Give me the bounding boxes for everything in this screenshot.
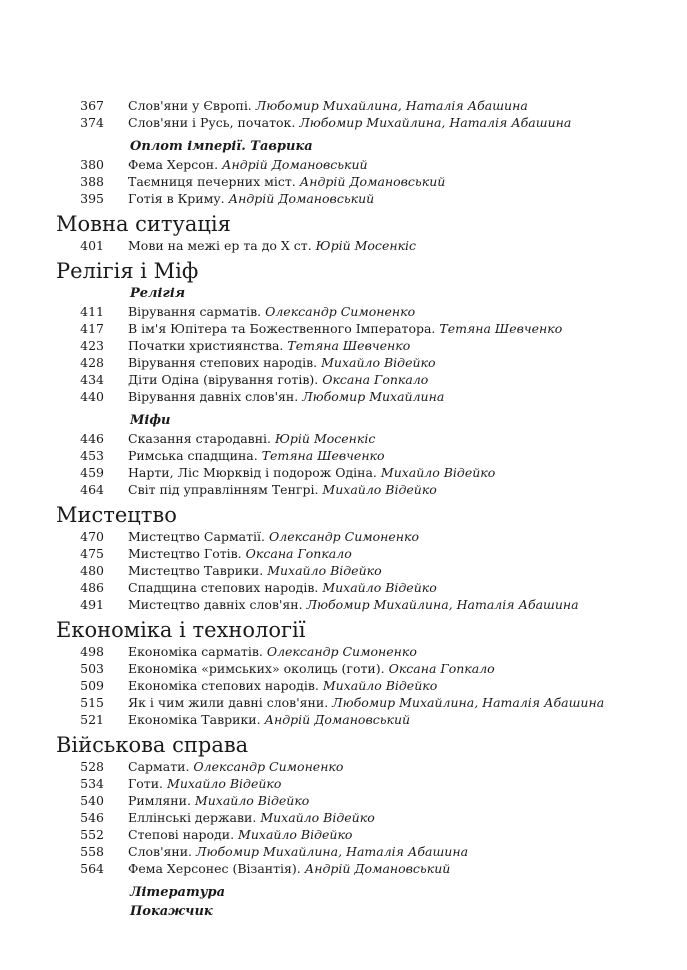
- entry-title-text: Сказання стародавні.: [128, 431, 272, 446]
- entry-title-text: Діти Одіна (вірування готів).: [128, 372, 319, 387]
- toc-entry[interactable]: [56, 562, 656, 579]
- entry-author: Михайло Відейко: [321, 355, 436, 370]
- page-number: 417: [80, 321, 104, 336]
- page-number: 453: [80, 448, 104, 463]
- page-number: 564: [80, 861, 104, 876]
- entry-title-text: Готія в Криму.: [128, 191, 225, 206]
- entry-title-text: Спадщина степових народів.: [128, 580, 319, 595]
- toc-entry[interactable]: [56, 371, 656, 388]
- toc-entry[interactable]: [56, 528, 656, 545]
- page-number: 475: [80, 546, 104, 561]
- toc-entry[interactable]: [56, 464, 656, 481]
- entry-title-text: Готи.: [128, 776, 164, 791]
- page-number: 509: [80, 678, 104, 693]
- toc-entry[interactable]: [56, 481, 656, 498]
- entry-author: Олександр Симоненко: [266, 644, 417, 659]
- entry-title-text: Економіка «римських» околиць (готи).: [128, 661, 385, 676]
- page-number: 401: [80, 238, 104, 253]
- subsection-heading[interactable]: Література: [130, 885, 226, 900]
- entry-title-text: Нарти, Ліс Мюрквід і подорож Одіна.: [128, 465, 377, 480]
- entry-author: Михайло Відейко: [167, 776, 282, 791]
- section-heading[interactable]: Мистецтво: [56, 503, 177, 527]
- entry-title: [128, 677, 437, 694]
- entry-title: [128, 447, 385, 464]
- entry-author: Оксана Гопкало: [322, 372, 429, 387]
- entry-title: [128, 860, 450, 877]
- page-number: 434: [80, 372, 104, 387]
- subsection-heading[interactable]: Релігія: [130, 286, 186, 301]
- entry-author: Любомир Михайлина, Наталія Абашина: [299, 115, 572, 130]
- toc-entry[interactable]: [56, 758, 656, 775]
- entry-title-text: Сармати.: [128, 759, 190, 774]
- toc-entry[interactable]: [56, 114, 656, 131]
- page-number: 515: [80, 695, 104, 710]
- section-heading[interactable]: Економіка і технології: [56, 618, 306, 642]
- entry-title-text: В ім'я Юпітера та Божественного Імператора.: [128, 321, 436, 336]
- entry-author: Михайло Відейко: [322, 678, 438, 693]
- toc-entry[interactable]: [56, 660, 656, 677]
- entry-title-text: Слов'яни у Європі.: [128, 98, 252, 113]
- page-number: 486: [80, 580, 104, 595]
- entry-author: Андрій Домановський: [228, 191, 375, 206]
- entry-author: Олександр Симоненко: [265, 304, 416, 319]
- entry-title-text: Вірування степових народів.: [128, 355, 318, 370]
- entry-author: Юрій Мосенкіс: [315, 238, 417, 253]
- entry-author: Любомир Михайлина, Наталія Абашина: [255, 98, 528, 113]
- page-number: 395: [80, 191, 104, 206]
- entry-author: Любомир Михайлина, Наталія Абашина: [332, 695, 605, 710]
- entry-title: [128, 643, 417, 660]
- entry-title: [128, 579, 437, 596]
- page-number: 521: [80, 712, 104, 727]
- section-heading[interactable]: Релігія і Міф: [56, 259, 199, 283]
- entry-author: Любомир Михайлина: [302, 389, 445, 404]
- entry-title: [128, 303, 415, 320]
- toc-entry[interactable]: [56, 775, 656, 792]
- page-number: 367: [80, 98, 104, 113]
- entry-author: Андрій Домановський: [299, 174, 446, 189]
- entry-title-text: Вірування сарматів.: [128, 304, 262, 319]
- entry-title: [128, 758, 343, 775]
- entry-author: Тетяна Шевченко: [439, 321, 563, 336]
- entry-title-text: Як і чим жили давні слов'яни.: [128, 695, 329, 710]
- entry-author: Михайло Відейко: [260, 810, 375, 825]
- entry-title-text: Мистецтво давніх слов'ян.: [128, 597, 303, 612]
- entry-title: [128, 809, 375, 826]
- page-number: 380: [80, 157, 104, 172]
- entry-title-text: Римська спадщина.: [128, 448, 258, 463]
- entry-author: Юрій Мосенкіс: [275, 431, 376, 446]
- entry-title-text: Мови на межі ер та до Х ст.: [128, 238, 312, 253]
- entry-author: Михайло Відейко: [322, 482, 437, 497]
- entry-title-text: Економіка степових народів.: [128, 678, 319, 693]
- entry-title-text: Слов'яни і Русь, початок.: [128, 115, 296, 130]
- entry-title: [128, 481, 437, 498]
- entry-title-text: Початки християнства.: [128, 338, 284, 353]
- entry-title: [128, 430, 375, 447]
- entry-title: [128, 97, 528, 114]
- entry-author: Михайло Відейко: [238, 827, 353, 842]
- page-number: 498: [80, 644, 104, 659]
- entry-title-text: Фема Херсон.: [128, 157, 219, 172]
- toc-entry[interactable]: [56, 337, 656, 354]
- entry-author: Михайло Відейко: [322, 580, 437, 595]
- entry-title: [128, 660, 495, 677]
- toc-entry[interactable]: [56, 579, 656, 596]
- page-number: 503: [80, 661, 104, 676]
- page-number: 528: [80, 759, 104, 774]
- toc-entry[interactable]: [56, 809, 656, 826]
- section-heading[interactable]: Військова справа: [56, 733, 249, 757]
- toc-entry[interactable]: [56, 430, 656, 447]
- entry-title: [128, 173, 445, 190]
- entry-title: [128, 464, 495, 481]
- entry-title: [128, 711, 410, 728]
- entry-title: [128, 775, 281, 792]
- entry-author: Любомир Михайлина, Наталія Абашина: [196, 844, 469, 859]
- entry-author: Михайло Відейко: [267, 563, 382, 578]
- entry-author: Тетяна Шевченко: [261, 448, 385, 463]
- entry-title: [128, 114, 571, 131]
- entry-author: Михайло Відейко: [380, 465, 496, 480]
- entry-author: Олександр Симоненко: [193, 759, 344, 774]
- table-of-contents: [56, 97, 656, 921]
- toc-entry[interactable]: [56, 643, 656, 660]
- toc-entry[interactable]: [56, 97, 656, 114]
- page-number: 446: [80, 431, 104, 446]
- page-number: 480: [80, 563, 104, 578]
- toc-entry[interactable]: [56, 792, 656, 809]
- entry-author: Любомир Михайлина, Наталія Абашина: [306, 597, 579, 612]
- entry-author: Андрій Домановський: [222, 157, 368, 172]
- toc-entry[interactable]: [56, 237, 656, 254]
- page-number: 388: [80, 174, 104, 189]
- toc-entry[interactable]: [56, 843, 656, 860]
- entry-title: [128, 792, 309, 809]
- entry-title-text: Мистецтво Таврики.: [128, 563, 264, 578]
- entry-title-text: Степові народи.: [128, 827, 235, 842]
- entry-title-text: Економіка сарматів.: [128, 644, 263, 659]
- page-number: 428: [80, 355, 104, 370]
- toc-entry[interactable]: [56, 388, 656, 405]
- entry-title: [128, 596, 579, 613]
- page-number: 459: [80, 465, 104, 480]
- page-number: 423: [80, 338, 104, 353]
- toc-entry[interactable]: [56, 596, 656, 613]
- entry-title-text: Еллінські держави.: [128, 810, 257, 825]
- page-number: 470: [80, 529, 104, 544]
- entry-title: [128, 320, 562, 337]
- entry-author: Оксана Гопкало: [388, 661, 495, 676]
- page-number: 540: [80, 793, 104, 808]
- entry-title: [128, 545, 352, 562]
- entry-title-text: Мистецтво Сарматії.: [128, 529, 266, 544]
- entry-title: [128, 528, 419, 545]
- subsection-heading[interactable]: Покажчик: [130, 904, 213, 919]
- entry-title: [128, 156, 368, 173]
- page-number: 491: [80, 597, 104, 612]
- toc-entry[interactable]: [56, 354, 656, 371]
- entry-title: [128, 388, 444, 405]
- toc-entry[interactable]: [56, 320, 656, 337]
- toc-entry[interactable]: [56, 447, 656, 464]
- entry-title: [128, 190, 374, 207]
- entry-author: Андрій Домановський: [304, 861, 451, 876]
- entry-title-text: Таємниця печерних міст.: [128, 174, 296, 189]
- entry-author: Михайло Відейко: [194, 793, 310, 808]
- toc-entry[interactable]: [56, 156, 656, 173]
- entry-title: [128, 354, 436, 371]
- page-number: 534: [80, 776, 104, 791]
- page-number: 440: [80, 389, 104, 404]
- entry-author: Тетяна Шевченко: [287, 338, 411, 353]
- subsection-heading[interactable]: Оплот імперії. Таврика: [130, 139, 313, 154]
- entry-title: [128, 826, 352, 843]
- toc-entry[interactable]: [56, 711, 656, 728]
- entry-author: Олександр Симоненко: [269, 529, 420, 544]
- toc-entry[interactable]: [56, 190, 656, 207]
- entry-title: [128, 237, 416, 254]
- entry-title-text: Римляни.: [128, 793, 191, 808]
- entry-title-text: Вірування давніх слов'ян.: [128, 389, 299, 404]
- entry-title-text: Фема Херсонес (Візантія).: [128, 861, 301, 876]
- entry-title-text: Світ під управлінням Тенгрі.: [128, 482, 319, 497]
- page-number: 552: [80, 827, 104, 842]
- entry-title: [128, 371, 428, 388]
- section-heading[interactable]: Мовна ситуація: [56, 212, 231, 236]
- entry-title: [128, 843, 468, 860]
- toc-entry[interactable]: [56, 694, 656, 711]
- page-number: 464: [80, 482, 104, 497]
- entry-title: [128, 562, 382, 579]
- toc-entry[interactable]: [56, 677, 656, 694]
- entry-title: [128, 694, 604, 711]
- toc-entry[interactable]: [56, 173, 656, 190]
- entry-title-text: Мистецтво Готів.: [128, 546, 242, 561]
- subsection-heading[interactable]: Міфи: [130, 413, 171, 428]
- page-number: 374: [80, 115, 104, 130]
- page-number: 411: [80, 304, 104, 319]
- page-number: 558: [80, 844, 104, 859]
- toc-entry[interactable]: [56, 303, 656, 320]
- entry-author: Оксана Гопкало: [245, 546, 352, 561]
- toc-entry[interactable]: [56, 826, 656, 843]
- toc-entry[interactable]: [56, 860, 656, 877]
- entry-title: [128, 337, 410, 354]
- entry-title-text: Слов'яни.: [128, 844, 193, 859]
- entry-author: Андрій Домановський: [264, 712, 411, 727]
- entry-title-text: Економіка Таврики.: [128, 712, 261, 727]
- page-number: 546: [80, 810, 104, 825]
- toc-entry[interactable]: [56, 545, 656, 562]
